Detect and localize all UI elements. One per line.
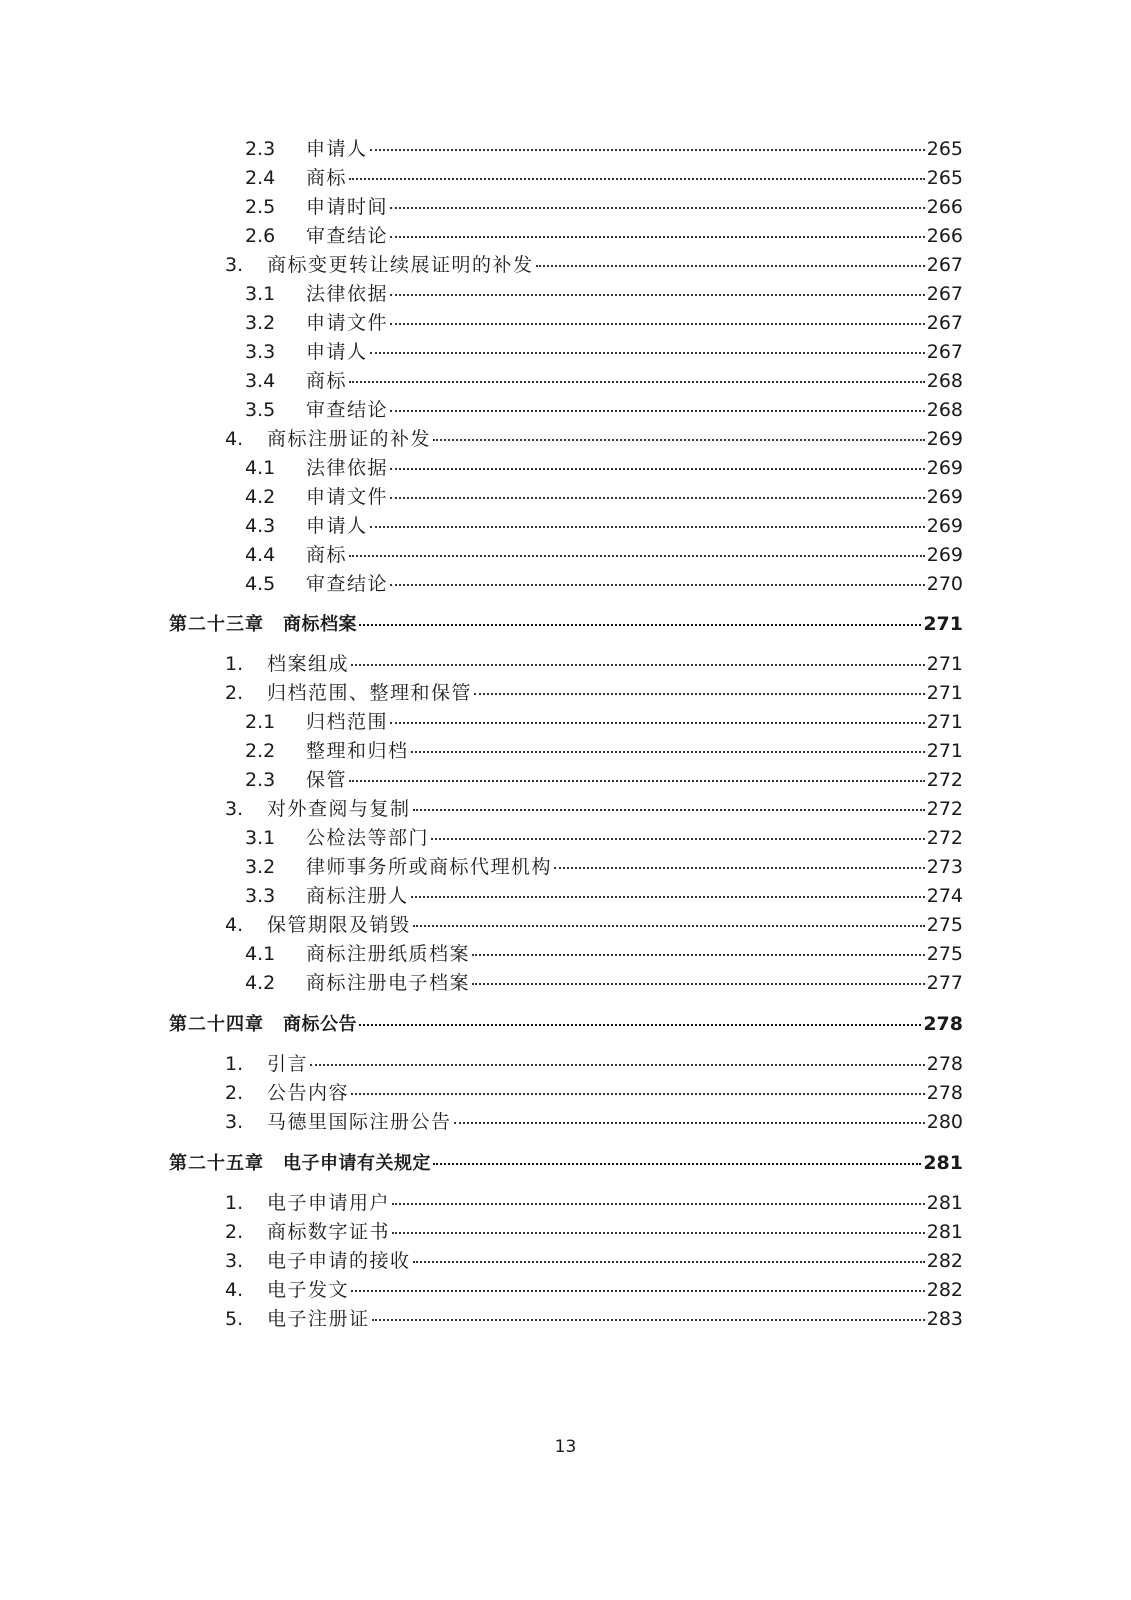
toc-entry[interactable] <box>225 1250 963 1272</box>
toc-entry-title: 商标 <box>306 370 348 392</box>
toc-entry[interactable] <box>245 573 963 595</box>
toc-entry-title: 申请人 <box>306 138 368 160</box>
toc-entry-number: 4.1 <box>245 943 276 965</box>
toc-entry-page: 280 <box>926 1111 963 1133</box>
toc-entry-page: 271 <box>926 682 963 704</box>
toc-entry-title: 商标注册电子档案 <box>306 972 471 994</box>
toc-chapter-entry[interactable] <box>169 1152 963 1174</box>
dot-leader <box>472 982 925 985</box>
toc-entry-title: 保管期限及销毁 <box>267 914 411 936</box>
dot-leader <box>349 177 925 180</box>
toc-chapter-title: 电子申请有关规定 <box>283 1153 431 1174</box>
toc-entry-title: 审查结论 <box>306 399 389 421</box>
dot-leader <box>390 293 925 296</box>
toc-entry-title: 法律依据 <box>306 457 389 479</box>
toc-entry-number: 4. <box>225 1279 244 1301</box>
toc-entry[interactable] <box>245 943 963 965</box>
toc-entry-page: 268 <box>926 399 963 421</box>
toc-entry-title: 电子发文 <box>267 1279 350 1301</box>
toc-entry-page: 282 <box>926 1250 963 1272</box>
dot-leader <box>390 206 925 209</box>
dot-leader <box>433 1162 921 1165</box>
dot-leader <box>554 866 925 869</box>
toc-entry[interactable] <box>225 653 963 675</box>
toc-entry-number: 4.3 <box>245 515 276 537</box>
toc-entry-title: 商标注册纸质档案 <box>306 943 471 965</box>
toc-entry-number: 3.1 <box>245 827 276 849</box>
toc-entry-number: 2. <box>225 1221 244 1243</box>
dot-leader <box>474 692 925 695</box>
toc-entry-number: 2. <box>225 682 244 704</box>
toc-chapter-number: 第二十五章 <box>169 1153 264 1174</box>
toc-entry-number: 3.3 <box>245 341 276 363</box>
toc-entry-title: 对外查阅与复制 <box>267 798 411 820</box>
toc-entry-page: 269 <box>926 457 963 479</box>
toc-entry[interactable] <box>225 428 963 450</box>
toc-entry[interactable] <box>245 312 963 334</box>
toc-entry-title: 归档范围 <box>306 711 389 733</box>
dot-leader <box>310 1063 925 1066</box>
dot-leader <box>370 148 925 151</box>
dot-leader <box>411 750 925 753</box>
toc-entry-number: 3. <box>225 1250 244 1272</box>
toc-entry-number: 2.3 <box>245 138 276 160</box>
toc-entry-number: 2.6 <box>245 225 276 247</box>
toc-entry-page: 274 <box>926 885 963 907</box>
toc-entry-page: 267 <box>926 312 963 334</box>
toc-entry[interactable] <box>245 972 963 994</box>
dot-leader <box>349 380 925 383</box>
toc-entry-title: 商标变更转让续展证明的补发 <box>267 254 534 276</box>
toc-entry-number: 2.4 <box>245 167 276 189</box>
dot-leader <box>349 779 925 782</box>
toc-entry-page: 265 <box>926 138 963 160</box>
toc-entry[interactable] <box>225 1192 963 1214</box>
toc-entry-number: 5. <box>225 1308 244 1330</box>
toc-entry[interactable] <box>245 225 963 247</box>
toc-entry[interactable] <box>245 457 963 479</box>
dot-leader <box>390 467 925 470</box>
dot-leader <box>359 623 921 626</box>
toc-entry-number: 4.1 <box>245 457 276 479</box>
dot-leader <box>370 351 925 354</box>
toc-entry-page: 278 <box>926 1053 963 1075</box>
toc-entry[interactable] <box>245 515 963 537</box>
toc-chapter-page: 271 <box>923 613 963 635</box>
toc-entry-title: 申请人 <box>306 515 368 537</box>
toc-chapter-number: 第二十三章 <box>169 614 264 635</box>
toc-entry-title: 电子注册证 <box>267 1308 370 1330</box>
toc-chapter-entry[interactable] <box>169 613 963 635</box>
toc-entry-title: 公告内容 <box>267 1082 350 1104</box>
toc-entry-number: 2.1 <box>245 711 276 733</box>
toc-entry[interactable] <box>225 1279 963 1301</box>
toc-entry-number: 3.2 <box>245 312 276 334</box>
toc-entry-page: 283 <box>926 1308 963 1330</box>
dot-leader <box>392 1231 925 1234</box>
toc-entry-title: 商标注册人 <box>306 885 409 907</box>
toc-entry-number: 1. <box>225 653 244 675</box>
toc-entry-title: 档案组成 <box>267 653 350 675</box>
toc-entry-number: 4.4 <box>245 544 276 566</box>
toc-entry-title: 商标 <box>306 544 348 566</box>
toc-entry-title: 申请时间 <box>306 196 389 218</box>
toc-entry-number: 2. <box>225 1082 244 1104</box>
toc-entry[interactable] <box>245 885 963 907</box>
toc-entry-title: 法律依据 <box>306 283 389 305</box>
toc-entry-number: 4. <box>225 428 244 450</box>
toc-entry-number: 1. <box>225 1192 244 1214</box>
dot-leader <box>390 496 925 499</box>
toc-entry-page: 278 <box>926 1082 963 1104</box>
dot-leader <box>390 583 925 586</box>
toc-entry-number: 4. <box>225 914 244 936</box>
toc-entry-page: 269 <box>926 428 963 450</box>
toc-entry-number: 3.4 <box>245 370 276 392</box>
toc-entry-number: 3.2 <box>245 856 276 878</box>
toc-entry-title: 申请文件 <box>306 486 389 508</box>
toc-entry-number: 3. <box>225 254 244 276</box>
dot-leader <box>370 525 925 528</box>
toc-entry-title: 律师事务所或商标代理机构 <box>306 856 553 878</box>
toc-entry[interactable] <box>225 1221 963 1243</box>
toc-entry[interactable] <box>245 827 963 849</box>
toc-entry[interactable] <box>245 283 963 305</box>
toc-entry[interactable] <box>225 1082 963 1104</box>
toc-entry-title: 保管 <box>306 769 348 791</box>
dot-leader <box>390 721 925 724</box>
toc-entry-title: 商标 <box>306 167 348 189</box>
toc-entry-page: 267 <box>926 254 963 276</box>
toc-entry-title: 公检法等部门 <box>306 827 430 849</box>
toc-entry[interactable] <box>225 798 963 820</box>
toc-chapter-page: 278 <box>923 1013 963 1035</box>
dot-leader <box>372 1318 925 1321</box>
toc-entry-page: 269 <box>926 544 963 566</box>
page-number: 13 <box>554 1437 577 1457</box>
dot-leader <box>351 1289 925 1292</box>
toc-entry-number: 3.3 <box>245 885 276 907</box>
toc-chapter-entry[interactable] <box>169 1013 963 1035</box>
toc-entry[interactable] <box>225 682 963 704</box>
dot-leader <box>413 924 925 927</box>
toc-entry-page: 282 <box>926 1279 963 1301</box>
toc-entry-number: 3.1 <box>245 283 276 305</box>
dot-leader <box>351 663 925 666</box>
toc-entry[interactable] <box>245 196 963 218</box>
toc-entry-page: 272 <box>926 769 963 791</box>
toc-entry[interactable] <box>245 138 963 160</box>
toc-entry[interactable] <box>225 1308 963 1330</box>
dot-leader <box>411 895 925 898</box>
toc-entry-title: 归档范围、整理和保管 <box>267 682 473 704</box>
toc-entry-number: 3.5 <box>245 399 276 421</box>
toc-entry-number: 4.2 <box>245 486 276 508</box>
toc-entry-page: 267 <box>926 283 963 305</box>
dot-leader <box>359 1023 921 1026</box>
toc-entry-page: 275 <box>926 943 963 965</box>
dot-leader <box>413 808 925 811</box>
toc-entry-title: 商标注册证的补发 <box>267 428 432 450</box>
toc-entry[interactable] <box>245 370 963 392</box>
toc-entry[interactable] <box>245 740 963 762</box>
toc-entry-page: 271 <box>926 711 963 733</box>
dot-leader <box>390 409 925 412</box>
toc-entry[interactable] <box>245 544 963 566</box>
toc-entry-page: 268 <box>926 370 963 392</box>
toc-entry-page: 273 <box>926 856 963 878</box>
toc-entry-page: 272 <box>926 827 963 849</box>
toc-entry[interactable] <box>225 1053 963 1075</box>
toc-entry-number: 2.5 <box>245 196 276 218</box>
toc-entry-page: 270 <box>926 573 963 595</box>
dot-leader <box>433 438 925 441</box>
toc-chapter-page: 281 <box>923 1152 963 1174</box>
dot-leader <box>472 953 925 956</box>
toc-entry-title: 电子申请的接收 <box>267 1250 411 1272</box>
toc-chapter-title: 商标档案 <box>283 614 357 635</box>
toc-entry-title: 电子申请用户 <box>267 1192 391 1214</box>
toc-entry[interactable] <box>245 341 963 363</box>
toc-entry-title: 申请人 <box>306 341 368 363</box>
dot-leader <box>392 1202 925 1205</box>
toc-entry-number: 3. <box>225 798 244 820</box>
toc-entry-page: 265 <box>926 167 963 189</box>
toc-entry[interactable] <box>245 769 963 791</box>
toc-entry-page: 269 <box>926 486 963 508</box>
dot-leader <box>536 264 925 267</box>
toc-entry-number: 2.3 <box>245 769 276 791</box>
toc-entry-title: 引言 <box>267 1053 309 1075</box>
toc-entry[interactable] <box>245 167 963 189</box>
dot-leader <box>431 837 925 840</box>
toc-entry-page: 277 <box>926 972 963 994</box>
toc-entry-number: 4.2 <box>245 972 276 994</box>
dot-leader <box>390 322 925 325</box>
dot-leader <box>349 554 925 557</box>
toc-entry-number: 1. <box>225 1053 244 1075</box>
dot-leader <box>390 235 925 238</box>
dot-leader <box>413 1260 925 1263</box>
toc-entry-title: 整理和归档 <box>306 740 409 762</box>
toc-entry[interactable] <box>245 399 963 421</box>
dot-leader <box>351 1092 925 1095</box>
toc-entry[interactable] <box>225 914 963 936</box>
toc-entry-title: 审查结论 <box>306 225 389 247</box>
toc-chapter-title: 商标公告 <box>283 1014 357 1035</box>
dot-leader <box>454 1121 925 1124</box>
toc-entry-title: 申请文件 <box>306 312 389 334</box>
toc-entry[interactable] <box>245 711 963 733</box>
toc-entry[interactable] <box>225 1111 963 1133</box>
toc-entry[interactable] <box>225 254 963 276</box>
toc-entry-page: 275 <box>926 914 963 936</box>
toc-entry-number: 4.5 <box>245 573 276 595</box>
toc-entry-page: 271 <box>926 653 963 675</box>
toc-entry-page: 272 <box>926 798 963 820</box>
toc-entry-page: 269 <box>926 515 963 537</box>
toc-entry-number: 3. <box>225 1111 244 1133</box>
toc-entry-page: 267 <box>926 341 963 363</box>
toc-entry[interactable] <box>245 856 963 878</box>
toc-entry-page: 271 <box>926 740 963 762</box>
toc-entry-page: 281 <box>926 1221 963 1243</box>
toc-entry-page: 281 <box>926 1192 963 1214</box>
toc-entry-page: 266 <box>926 225 963 247</box>
toc-entry-number: 2.2 <box>245 740 276 762</box>
toc-chapter-number: 第二十四章 <box>169 1014 264 1035</box>
toc-entry[interactable] <box>245 486 963 508</box>
toc-entry-title: 审查结论 <box>306 573 389 595</box>
toc-entry-title: 商标数字证书 <box>267 1221 391 1243</box>
toc-entry-title: 马德里国际注册公告 <box>267 1111 452 1133</box>
toc-entry-page: 266 <box>926 196 963 218</box>
